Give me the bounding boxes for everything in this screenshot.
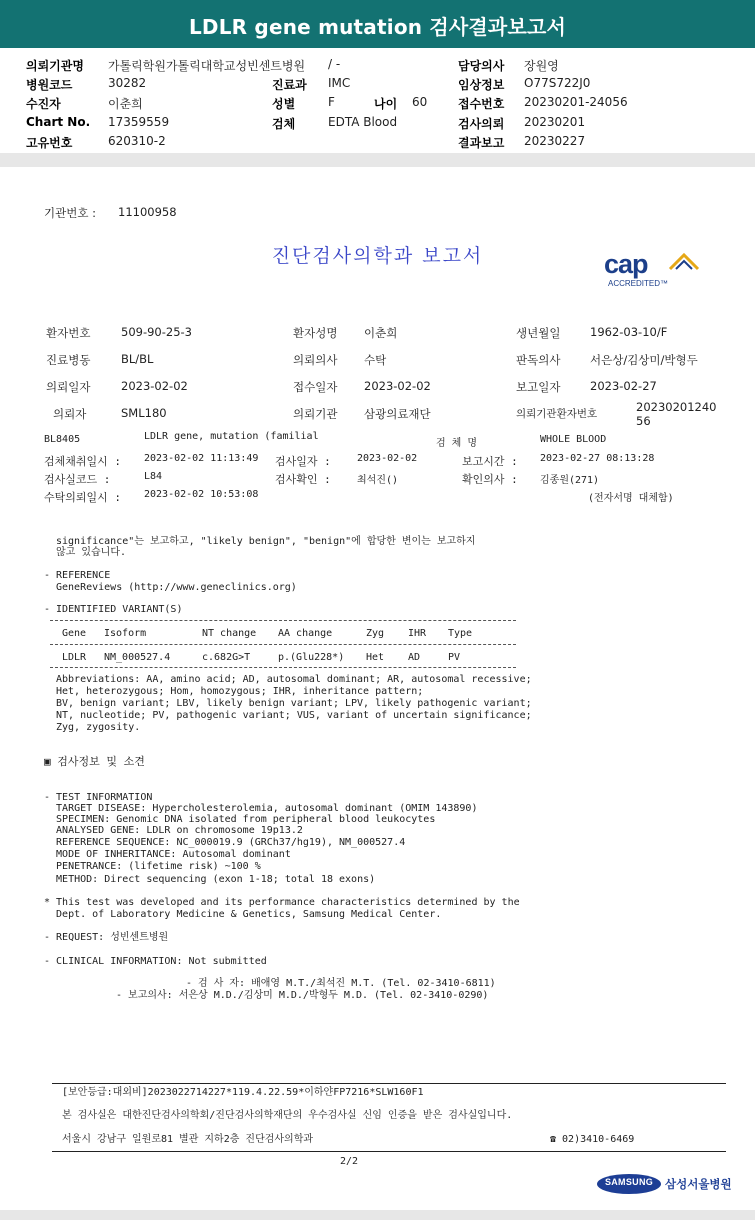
test-info-line: MODE OF INHERITANCE: Autosomal dominant xyxy=(44,849,291,860)
collect-label: 검체채취일시 : xyxy=(44,455,122,468)
header-value: 30282 xyxy=(108,76,147,90)
address-line: 서울시 강남구 일원로81 별관 지하2층 진단검사의학과 xyxy=(62,1134,314,1145)
abbreviation-line: Het, heterozygous; Hom, homozygous; IHR, inheritance pattern; xyxy=(56,686,424,697)
specimen-label: 검 체 명 xyxy=(436,438,478,449)
header-label: 성별 xyxy=(272,97,296,111)
institution-no: 11100958 xyxy=(118,205,177,219)
info-value: 2023-02-02 xyxy=(121,379,188,393)
collect-datetime: 2023-02-02 11:13:49 xyxy=(144,453,259,464)
header-label: 검체 xyxy=(272,117,296,131)
cell-zyg: Het xyxy=(366,652,385,663)
variant-table-rule-mid xyxy=(50,644,516,645)
abbreviation-line: Abbreviations: AA, amino acid; AD, autosomal dominant; AR, autosomal recessive; xyxy=(56,674,532,685)
report-time: 2023-02-27 08:13:28 xyxy=(540,453,655,464)
info-label: 접수일자 xyxy=(293,380,338,394)
info-value: 2023-02-02 xyxy=(364,379,431,393)
header-value: EDTA Blood xyxy=(328,115,398,129)
header-info-block xyxy=(0,48,755,156)
cell-gene: LDLR xyxy=(62,652,87,663)
header-value: 가톨릭학원가톨릭대학교성빈센트병원 xyxy=(108,59,306,73)
cap-accredited-logo xyxy=(600,247,710,291)
info-label: 판독의사 xyxy=(516,353,561,367)
variant-table-rule-top xyxy=(50,620,516,621)
info-value: 삼광의료재단 xyxy=(364,407,431,421)
info-value: SML180 xyxy=(121,406,167,420)
page-number: 2/2 xyxy=(340,1156,359,1167)
header-value: F xyxy=(328,95,335,109)
tester-line: - 검 사 자: 배애영 M.T./최석진 M.T. (Tel. 02-3410-6811) xyxy=(186,978,496,989)
test-date: 2023-02-02 xyxy=(357,453,418,464)
reporter-line: - 보고의사: 서은상 M.D./김상미 M.D./박형두 M.D. (Tel. 02-3410-0290) xyxy=(116,990,489,1001)
checker: 최석진() xyxy=(357,475,399,486)
section-heading: ▣ 검사정보 및 소견 xyxy=(44,755,145,768)
confirm-label: 확인의사 : xyxy=(462,473,518,486)
header-label: 나이 xyxy=(374,97,398,111)
header-value: O77S722J0 xyxy=(524,76,591,90)
abbreviation-line: Zyg, zygosity. xyxy=(56,722,141,733)
samsung-hospital-logo xyxy=(596,1173,736,1195)
page-separator xyxy=(0,153,755,167)
info-value: BL/BL xyxy=(121,352,154,366)
col-nt-change: NT change xyxy=(202,628,257,639)
institution-no-label: 기관번호 : xyxy=(44,206,96,220)
footer-rule-top xyxy=(52,1083,726,1084)
header-value: / - xyxy=(328,57,341,71)
cell-nt-change: c.682G>T xyxy=(202,652,251,663)
header-value: IMC xyxy=(328,76,351,90)
info-value: 2023-02-27 xyxy=(590,379,657,393)
col-ihr: IHR xyxy=(408,628,427,639)
report-title-bar xyxy=(0,0,755,48)
room-code: L84 xyxy=(144,471,163,482)
test-info-line: METHOD: Direct sequencing (exon 1-18; total 18 exons) xyxy=(44,874,376,885)
footer-rule-bottom xyxy=(52,1151,726,1152)
header-value: 17359559 xyxy=(108,115,170,129)
header-value: 20230201 xyxy=(524,115,586,129)
info-value: 서은상/김상미/박형두 xyxy=(590,353,698,367)
certification-line: 본 검사실은 대한진단검사의학회/진단검사의학재단의 우수검사실 신임 인증을 받은 검사실입니다. xyxy=(62,1110,513,1121)
info-label: 의뢰의사 xyxy=(293,353,338,367)
info-label: 의뢰일자 xyxy=(46,380,91,394)
security-line: [보안등급:대외비]2023022714227*119.4.22.59*이하얀FP7216*SLW160F1 xyxy=(62,1087,424,1098)
note-line: Dept. of Laboratory Medicine & Genetics, Samsung Medical Center. xyxy=(44,909,442,920)
cap-logo-text: cap xyxy=(604,249,648,279)
test-info-line: ANALYSED GENE: LDLR on chromosome 19p13.2 xyxy=(44,825,303,836)
report-page xyxy=(0,167,755,1210)
header-label: 진료과 xyxy=(272,78,307,92)
header-value: 20230227 xyxy=(524,134,586,148)
page-bottom-band xyxy=(0,1210,755,1220)
cell-isoform: NM_000527.4 xyxy=(104,652,171,663)
info-label: 의뢰기관환자번호 xyxy=(516,408,598,420)
header-label: 임상정보 xyxy=(458,78,505,92)
request-line: - REQUEST: 성빈센트병원 xyxy=(44,932,169,943)
header-label: 고유번호 xyxy=(26,136,73,150)
significance-line-2: 않고 있습니다. xyxy=(56,547,127,558)
header-value: 620310-2 xyxy=(108,134,166,148)
col-gene: Gene xyxy=(62,628,87,639)
header-value: 장원영 xyxy=(524,59,559,73)
abbreviation-line: NT, nucleotide; PV, pathogenic variant; VUS, variant of uncertain significance; xyxy=(56,710,532,721)
test-name: LDLR gene, mutation (familial xyxy=(144,431,319,442)
confirm-doctor: 김종원(271) xyxy=(540,475,600,486)
test-info-line: PENETRANCE: (lifetime risk) ~100 % xyxy=(44,861,261,872)
reference-heading: - REFERENCE xyxy=(44,570,111,581)
col-isoform: Isoform xyxy=(104,628,147,639)
esign-note: (전자서명 대체함) xyxy=(588,493,674,504)
info-value: 2023020124056 xyxy=(636,400,717,428)
header-label: 수진자 xyxy=(26,97,61,111)
report-title: LDLR gene mutation 검사결과보고서 xyxy=(188,15,567,39)
header-label: 검사의뢰 xyxy=(458,117,505,131)
info-label: 의뢰기관 xyxy=(293,407,338,421)
header-label: 접수번호 xyxy=(458,97,505,111)
variant-table-rule-bottom xyxy=(50,667,516,668)
header-label: 병원코드 xyxy=(26,78,73,92)
room-code-label: 검사실코드 : xyxy=(44,473,111,486)
test-code: BL8405 xyxy=(44,434,81,445)
test-info-line: TARGET DISEASE: Hypercholesterolemia, autosomal dominant (OMIM 143890) xyxy=(44,803,478,814)
checker-label: 검사확인 : xyxy=(275,473,331,486)
info-label: 의뢰자 xyxy=(53,407,87,421)
cell-ihr: AD xyxy=(408,652,421,663)
col-type: Type xyxy=(448,628,473,639)
header-label: 담당의사 xyxy=(458,59,505,73)
note-line: * This test was developed and its performance characteristics determined by the xyxy=(44,897,520,908)
cap-logo-sub: ACCREDITED™ xyxy=(608,279,669,288)
info-label: 진료병동 xyxy=(46,353,91,367)
header-value: 60 xyxy=(412,95,428,109)
col-aa-change: AA change xyxy=(278,628,333,639)
header-label: 결과보고 xyxy=(458,136,505,150)
header-label: 의뢰기관명 xyxy=(26,59,84,73)
header-value: 20230201-24056 xyxy=(524,95,628,109)
cell-aa-change: p.(Glu228*) xyxy=(278,652,345,663)
col-zyg: Zyg xyxy=(366,628,385,639)
test-info-line: - TEST INFORMATION xyxy=(44,792,153,803)
clinical-line: - CLINICAL INFORMATION: Not submitted xyxy=(44,956,267,967)
significance-line-1: significance"는 보고하고, "likely benign", "benign"에 합당한 변이는 보고하지 xyxy=(56,536,476,547)
test-info-line: REFERENCE SEQUENCE: NC_000019.9 (GRCh37/hg19), NM_000527.4 xyxy=(44,837,406,848)
specimen-value: WHOLE BLOOD xyxy=(540,434,607,445)
info-value: 1962-03-10/F xyxy=(590,325,668,339)
request-datetime-label: 수탁의뢰일시 : xyxy=(44,491,122,504)
info-label: 환자번호 xyxy=(46,326,91,340)
test-date-label: 검사일자 : xyxy=(275,455,331,468)
reference-body: GeneReviews (http://www.geneclinics.org) xyxy=(56,582,297,593)
variant-heading: - IDENTIFIED VARIANT(S) xyxy=(44,604,183,615)
info-value: 이춘희 xyxy=(364,326,398,340)
request-datetime: 2023-02-02 10:53:08 xyxy=(144,489,259,500)
header-value: 이춘희 xyxy=(108,97,143,111)
header-label: Chart No. xyxy=(26,115,91,129)
info-label: 생년월일 xyxy=(516,326,561,340)
hospital-name: 삼성서울병원 xyxy=(665,1177,732,1191)
report-time-label: 보고시간 : xyxy=(462,455,518,468)
test-info-line: SPECIMEN: Genomic DNA isolated from peripheral blood leukocytes xyxy=(44,814,436,825)
lab-report-title: 진단검사의학과 보고서 xyxy=(271,245,484,267)
samsung-logo-text: SAMSUNG xyxy=(604,1177,654,1187)
phone-icon: ☎ 02)3410-6469 xyxy=(550,1134,635,1145)
info-value: 수탁 xyxy=(364,353,387,367)
abbreviation-line: BV, benign variant; LBV, likely benign variant; LPV, likely pathogenic variant; xyxy=(56,698,532,709)
info-value: 509-90-25-3 xyxy=(121,325,192,339)
cell-type: PV xyxy=(448,652,461,663)
info-label: 보고일자 xyxy=(516,380,561,394)
info-label: 환자성명 xyxy=(293,326,338,340)
